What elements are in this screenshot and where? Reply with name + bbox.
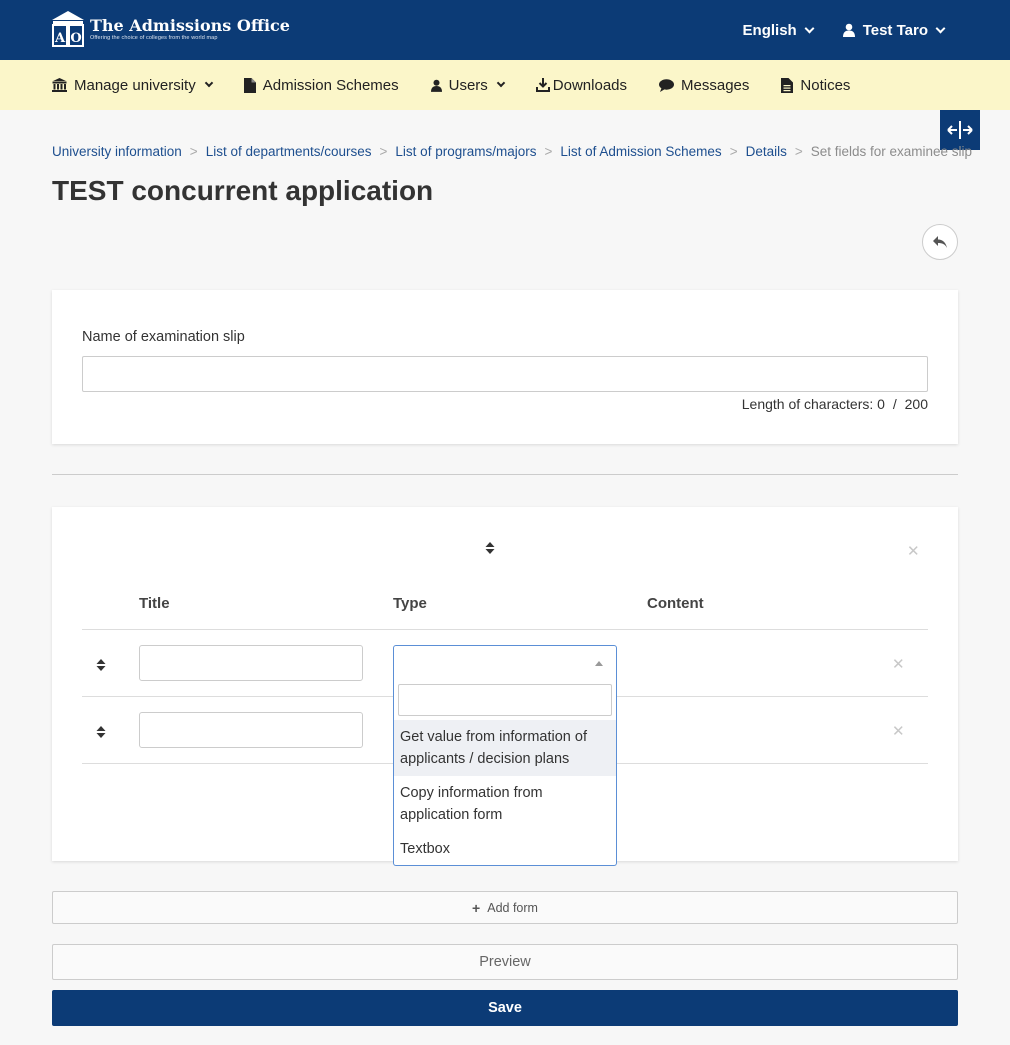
breadcrumb-separator: > bbox=[189, 144, 198, 159]
logo-title: The Admissions Office bbox=[90, 16, 290, 35]
chevron-down-icon bbox=[204, 79, 212, 87]
type-option-applicant-info[interactable]: Get value from information of applicants / decision plans bbox=[394, 720, 616, 776]
nav-label: Users bbox=[448, 76, 488, 94]
type-option-copy-application-form[interactable]: Copy information from application form bbox=[400, 785, 543, 823]
nav-label: Notices bbox=[800, 76, 851, 94]
breadcrumb-current: Set fields for examinee slip bbox=[810, 144, 973, 159]
table-row-divider bbox=[82, 629, 928, 630]
site-logo[interactable] bbox=[52, 11, 290, 47]
comment-icon bbox=[659, 79, 674, 92]
row-sort-handle-icon[interactable] bbox=[96, 658, 106, 670]
add-form-label: Add form bbox=[487, 900, 538, 915]
breadcrumb-university-information[interactable]: University information bbox=[52, 144, 182, 159]
breadcrumb-separator: > bbox=[794, 144, 803, 159]
slip-name-label: Name of examination slip bbox=[82, 329, 245, 345]
nav-label: Manage university bbox=[74, 76, 196, 94]
char-counter-max: 200 bbox=[904, 396, 928, 412]
svg-text:O: O bbox=[70, 31, 82, 46]
char-counter-separator: / bbox=[892, 396, 897, 412]
nav-messages[interactable] bbox=[659, 77, 749, 94]
breadcrumb-separator: > bbox=[544, 144, 553, 159]
breadcrumb-admission-schemes[interactable]: List of Admission Schemes bbox=[560, 144, 722, 159]
logo-subtitle: Offering the choice of colleges from the world map bbox=[90, 35, 218, 41]
slip-name-card bbox=[52, 290, 958, 444]
chevron-down-icon bbox=[497, 79, 505, 87]
page-title: TEST concurrent application bbox=[52, 175, 434, 206]
expand-horizontal-icon bbox=[946, 121, 974, 139]
building-ao-logo-icon bbox=[52, 11, 84, 47]
top-header bbox=[0, 0, 1010, 60]
type-dropdown-menu bbox=[393, 680, 617, 866]
column-header-type: Type bbox=[393, 595, 427, 612]
user-icon bbox=[843, 23, 855, 37]
download-icon bbox=[536, 78, 550, 92]
breadcrumb-programs-majors[interactable]: List of programs/majors bbox=[395, 144, 537, 159]
nav-notices[interactable] bbox=[781, 77, 850, 94]
user-name: Test Taro bbox=[862, 21, 928, 39]
file-text-icon bbox=[781, 78, 793, 93]
slip-name-input[interactable] bbox=[82, 356, 928, 392]
chevron-down-icon bbox=[936, 23, 946, 33]
nav-label: Admission Schemes bbox=[262, 76, 399, 94]
row-sort-handle-icon[interactable] bbox=[96, 725, 106, 737]
row-title-input[interactable] bbox=[139, 645, 363, 681]
nav-downloads[interactable] bbox=[536, 77, 627, 94]
reply-icon bbox=[933, 236, 947, 248]
breadcrumb bbox=[52, 144, 972, 159]
nav-label: Messages bbox=[681, 76, 750, 94]
preview-button[interactable]: Preview bbox=[52, 944, 958, 980]
university-icon bbox=[52, 78, 67, 92]
char-counter-value: 0 bbox=[877, 396, 885, 412]
row-title-input[interactable] bbox=[139, 712, 363, 748]
sort-handle-icon[interactable] bbox=[485, 541, 495, 553]
svg-text:A: A bbox=[54, 31, 66, 46]
nav-users[interactable] bbox=[431, 77, 504, 94]
language-label: English bbox=[742, 21, 797, 39]
file-icon bbox=[244, 78, 256, 93]
breadcrumb-separator: > bbox=[729, 144, 738, 159]
chevron-down-icon bbox=[804, 23, 814, 33]
back-button[interactable] bbox=[922, 224, 958, 260]
section-divider bbox=[52, 474, 958, 475]
save-button[interactable]: Save bbox=[52, 990, 958, 1026]
add-form-button[interactable] bbox=[52, 891, 958, 924]
type-option-textbox[interactable]: Textbox bbox=[400, 841, 450, 857]
char-counter bbox=[742, 396, 928, 412]
nav-manage-university[interactable] bbox=[52, 77, 212, 94]
main-nav bbox=[0, 60, 1010, 110]
caret-up-icon bbox=[595, 661, 603, 666]
column-header-content: Content bbox=[647, 595, 704, 612]
column-header-title: Title bbox=[139, 595, 170, 612]
type-dropdown-search-input[interactable] bbox=[398, 684, 612, 716]
row-remove-close-icon[interactable]: ✕ bbox=[892, 723, 905, 740]
char-counter-label: Length of characters: bbox=[741, 396, 874, 412]
user-menu[interactable] bbox=[843, 22, 944, 39]
nav-admission-schemes[interactable] bbox=[244, 77, 399, 94]
breadcrumb-separator: > bbox=[379, 144, 388, 159]
breadcrumb-details[interactable]: Details bbox=[745, 144, 787, 159]
remove-section-close-icon[interactable]: ✕ bbox=[907, 543, 920, 560]
row-type-select[interactable] bbox=[393, 645, 617, 681]
nav-label: Downloads bbox=[552, 76, 628, 94]
row-remove-close-icon[interactable]: ✕ bbox=[892, 656, 905, 673]
user-icon bbox=[431, 79, 442, 92]
plus-icon: + bbox=[472, 899, 481, 916]
breadcrumb-departments-courses[interactable]: List of departments/courses bbox=[205, 144, 372, 159]
language-selector[interactable] bbox=[743, 22, 813, 39]
